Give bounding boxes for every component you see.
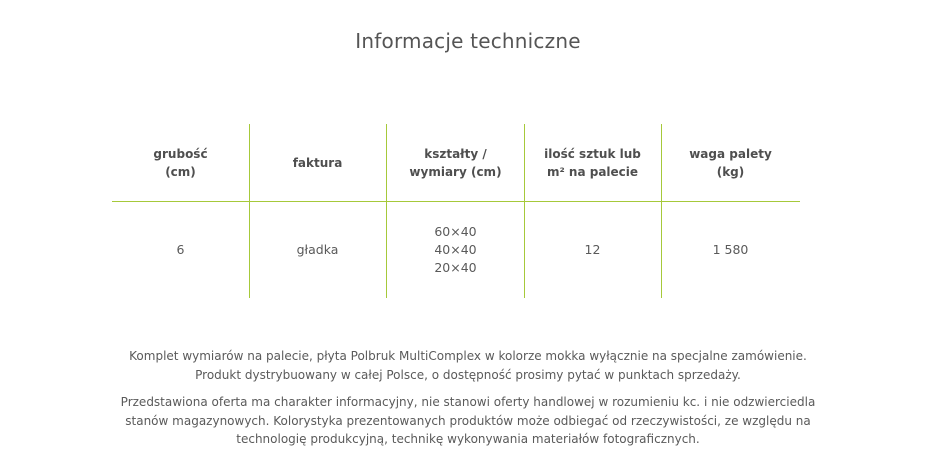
note-line: technologię produkcyjną, technikę wykonywania materiałów fotograficznych.: [236, 432, 700, 446]
header-pallet-weight: [662, 124, 799, 201]
size-item: 20×40: [434, 260, 477, 275]
header-thickness-label: grubość (cm): [153, 146, 208, 179]
page-title: Informacje techniczne: [355, 29, 581, 53]
header-sizes-label: kształty / wymiary (cm): [409, 146, 502, 179]
note-line: stanów magazynowych. Kolorystyka prezentowanych produktów może odbiegać od rzeczywistości, ze względu na: [125, 413, 811, 428]
header-texture-label: faktura: [292, 155, 343, 170]
cell-texture: gładka: [296, 242, 339, 257]
cell-thickness: 6: [176, 242, 185, 257]
header-sizes: [387, 124, 524, 201]
header-texture: [249, 124, 386, 201]
note-line: Przedstawiona oferta ma charakter informacyjny, nie stanowi oferty handlowej w rozumieniu kc. i nie odzwierciedla: [120, 395, 816, 409]
header-quantity: [524, 124, 661, 201]
technical-spec-table: [112, 124, 800, 298]
cell-sizes: [387, 202, 524, 298]
note-line: Produkt dystrybuowany w całej Polsce, o dostępność prosimy pytać w punktach sprzedaży.: [195, 367, 741, 382]
header-quantity-label: ilość sztuk lub m² na palecie: [544, 146, 641, 179]
header-pallet-weight-label: waga palety (kg): [689, 146, 772, 179]
note-paragraph-disclaimer: [0, 393, 936, 449]
cell-pallet-weight: 1 580: [712, 242, 749, 257]
note-paragraph-availability: [0, 347, 936, 384]
header-thickness: [112, 124, 249, 201]
note-line: Komplet wymiarów na palecie, płyta Polbruk MultiComplex w kolorze mokka wyłącznie na specjalne zamówienie.: [129, 349, 807, 363]
size-item: 40×40: [434, 242, 477, 257]
size-item: 60×40: [434, 224, 477, 239]
cell-quantity: 12: [584, 242, 601, 257]
